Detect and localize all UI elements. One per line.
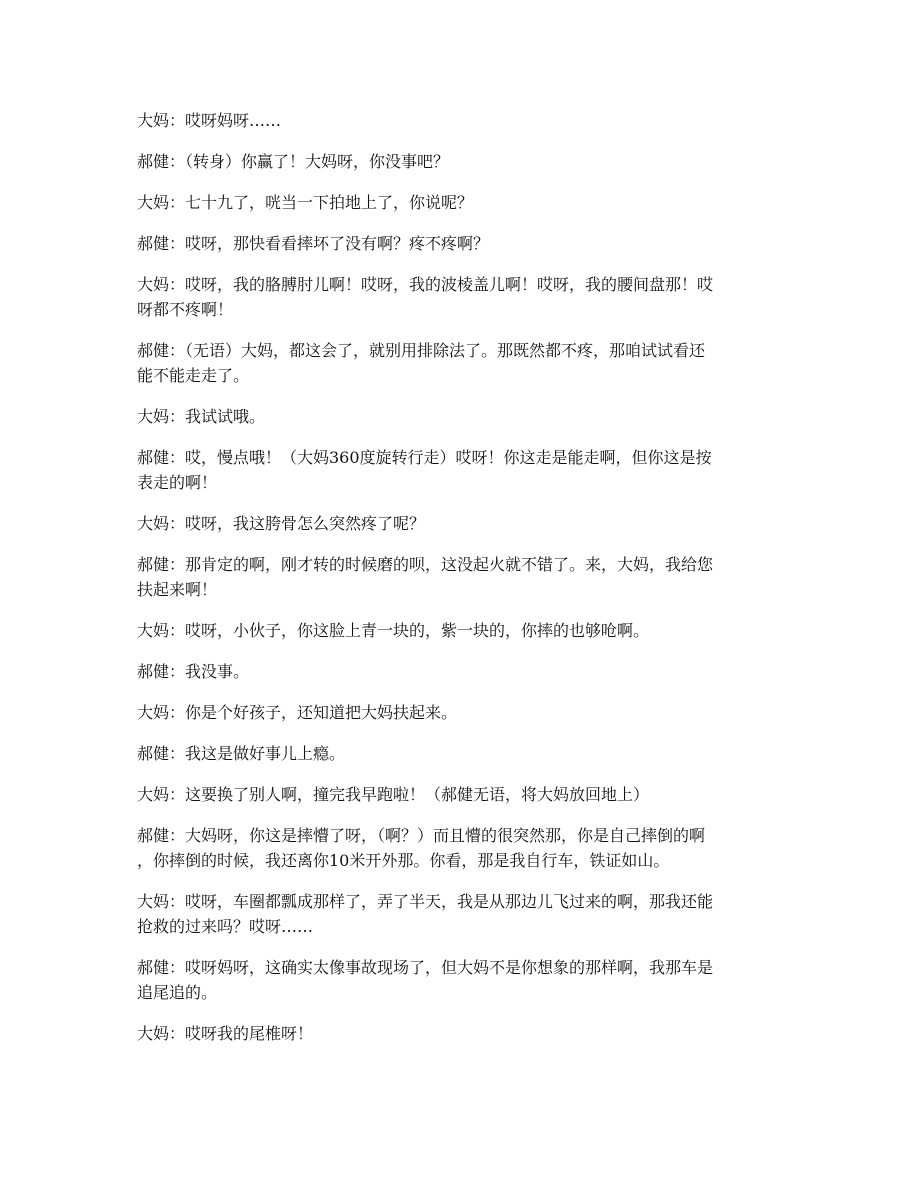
dialogue-line: 能不能走走了。 [137,366,250,385]
dialogue-line: 郝健：（无语）大妈，都这会了，就别用排除法了。那既然都不疼，那咱试试看还 [137,341,706,360]
dialogue-line: 大妈：哎呀我的尾椎呀！ [137,1024,314,1043]
dialogue-paragraph [137,404,792,429]
dialogue-line: 大妈：哎呀，我的胳膊肘儿啊！哎呀，我的波棱盖儿啊！哎呀，我的腰间盘那！哎 [137,275,714,294]
dialogue-paragraph [137,108,792,133]
dialogue-paragraph [137,231,792,256]
dialogue-paragraph [137,659,792,684]
dialogue-paragraph [137,272,792,322]
dialogue-line: 表走的啊！ [137,473,218,492]
dialogue-line: 大妈：哎呀，车圈都瓢成那样了，弄了半天，我是从那边儿飞过来的啊，那我还能 [137,892,714,911]
dialogue-paragraph [137,445,792,495]
dialogue-line: 郝健：我这是做好事儿上瘾。 [137,744,346,763]
dialogue-paragraph [137,782,792,807]
dialogue-line: 大妈：你是个好孩子，还知道把大妈扶起来。 [137,703,458,722]
dialogue-line: 追尾追的。 [137,983,218,1002]
dialogue-line: ，你摔倒的时候，我还离你10米开外那。你看，那是我自行车，铁证如山。 [137,851,670,870]
dialogue-line: 大妈：哎呀，小伙子，你这脸上青一块的，紫一块的，你摔的也够呛啊。 [137,621,650,640]
dialogue-paragraph [137,511,792,536]
dialogue-line: 郝健：大妈呀，你这是摔懵了呀，（啊？）而且懵的很突然那，你是自己摔倒的啊 [137,826,706,845]
dialogue-paragraph [137,700,792,725]
dialogue-paragraph [137,955,792,1005]
dialogue-paragraph [137,338,792,388]
dialogue-text [137,108,792,1062]
dialogue-line: 大妈：我试试哦。 [137,407,266,426]
dialogue-line: 郝健：（转身）你赢了！大妈呀，你没事吧？ [137,152,450,171]
dialogue-paragraph [137,889,792,939]
dialogue-paragraph [137,1021,792,1046]
dialogue-line: 大妈：哎呀，我这胯骨怎么突然疼了呢？ [137,514,426,533]
dialogue-line: 郝健：那肯定的啊，刚才转的时候磨的呗，这没起火就不错了。来，大妈，我给您 [137,555,714,574]
dialogue-paragraph [137,618,792,643]
dialogue-paragraph [137,149,792,174]
dialogue-line: 郝健：哎呀，那快看看摔坏了没有啊？疼不疼啊？ [137,234,490,253]
dialogue-line: 郝健：我没事。 [137,662,250,681]
dialogue-paragraph [137,552,792,602]
dialogue-paragraph [137,823,792,873]
dialogue-line: 郝健：哎呀妈呀，这确实太像事故现场了，但大妈不是你想象的那样啊，我那车是 [137,958,714,977]
dialogue-line: 大妈：哎呀妈呀…… [137,111,282,130]
dialogue-line: 大妈：七十九了，咣当一下拍地上了，你说呢？ [137,193,474,212]
dialogue-line: 呀都不疼啊！ [137,300,234,319]
dialogue-line: 郝健：哎，慢点哦！（大妈360度旋转行走）哎呀！你这走是能走啊，但你这是按 [137,448,712,467]
dialogue-line: 扶起来啊！ [137,580,218,599]
dialogue-paragraph [137,190,792,215]
dialogue-line: 抢救的过来吗？哎呀…… [137,917,314,936]
dialogue-line: 大妈：这要换了别人啊，撞完我早跑啦！（郝健无语，将大妈放回地上） [137,785,650,804]
dialogue-paragraph [137,741,792,766]
